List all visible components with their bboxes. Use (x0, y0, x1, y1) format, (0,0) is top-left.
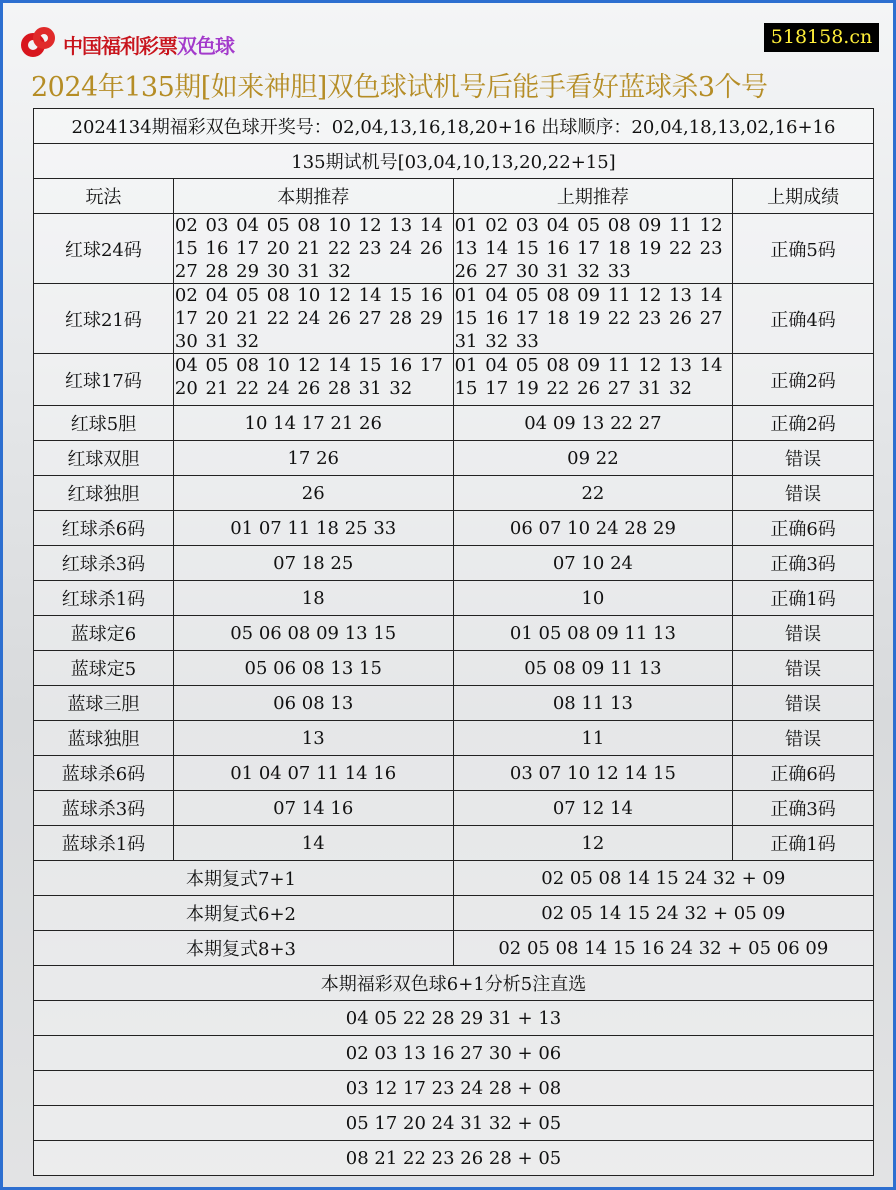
play-type: 红球双胆 (34, 441, 174, 476)
previous-result: 正确4码 (733, 284, 874, 354)
multi-value: 02 05 08 14 15 24 32 + 09 (453, 861, 873, 896)
multi-label: 本期复式6+2 (34, 896, 454, 931)
play-type: 红球杀1码 (34, 581, 174, 616)
header-cell: 玩法 (34, 179, 174, 214)
table-row (34, 791, 874, 826)
table-row (34, 476, 874, 511)
previous-result: 正确6码 (733, 511, 874, 546)
table-row (34, 651, 874, 686)
previous-pick: 01 04 05 08 09 11 12 13 14 15 16 17 18 19 22 23 26 27 31 32 33 (453, 284, 733, 354)
pick-row (34, 1141, 874, 1176)
play-type: 蓝球定6 (34, 616, 174, 651)
previous-pick: 10 (453, 581, 733, 616)
play-type: 红球5胆 (34, 406, 174, 441)
current-pick: 26 (173, 476, 453, 511)
current-pick: 07 14 16 (173, 791, 453, 826)
table-row (34, 721, 874, 756)
previous-result: 正确2码 (733, 406, 874, 441)
previous-pick: 01 05 08 09 11 13 (453, 616, 733, 651)
table-row (34, 441, 874, 476)
previous-pick: 01 04 05 08 09 11 12 13 14 15 17 19 22 26 27 31 32 (453, 354, 733, 406)
multi-value: 02 05 08 14 15 16 24 32 + 05 06 09 (453, 931, 873, 966)
current-pick: 04 05 08 10 12 14 15 16 17 20 21 22 24 26 28 31 32 (173, 354, 453, 406)
pick-row (34, 1036, 874, 1071)
previous-result: 正确3码 (733, 791, 874, 826)
current-pick: 05 06 08 13 15 (173, 651, 453, 686)
previous-result: 正确2码 (733, 354, 874, 406)
current-pick: 10 14 17 21 26 (173, 406, 453, 441)
play-type: 红球24码 (34, 214, 174, 284)
multi-value: 02 05 14 15 24 32 + 05 09 (453, 896, 873, 931)
pick-value: 05 17 20 24 31 32 + 05 (34, 1106, 874, 1141)
pick-value: 03 12 17 23 24 28 + 08 (34, 1071, 874, 1106)
current-pick: 01 04 07 11 14 16 (173, 756, 453, 791)
table-row (34, 406, 874, 441)
previous-pick: 08 11 13 (453, 686, 733, 721)
play-type: 红球21码 (34, 284, 174, 354)
current-pick: 02 03 04 05 08 10 12 13 14 15 16 17 20 21 22 23 24 26 27 28 29 30 31 32 (173, 214, 453, 284)
previous-result: 正确6码 (733, 756, 874, 791)
play-type: 蓝球独胆 (34, 721, 174, 756)
current-pick: 13 (173, 721, 453, 756)
previous-result: 错误 (733, 651, 874, 686)
prediction-table (33, 108, 874, 1176)
play-type: 红球杀3码 (34, 546, 174, 581)
previous-result: 错误 (733, 441, 874, 476)
previous-pick: 03 07 10 12 14 15 (453, 756, 733, 791)
previous-result: 正确1码 (733, 826, 874, 861)
previous-result: 错误 (733, 616, 874, 651)
table-row (34, 686, 874, 721)
table-row (34, 616, 874, 651)
play-type: 红球独胆 (34, 476, 174, 511)
multi-label: 本期复式8+3 (34, 931, 454, 966)
play-type: 蓝球杀1码 (34, 826, 174, 861)
table-row (34, 546, 874, 581)
previous-pick: 06 07 10 24 28 29 (453, 511, 733, 546)
header-cell: 本期推荐 (173, 179, 453, 214)
previous-pick: 22 (453, 476, 733, 511)
table-row (34, 581, 874, 616)
play-type: 红球杀6码 (34, 511, 174, 546)
previous-result: 错误 (733, 686, 874, 721)
lottery-logo (21, 25, 234, 63)
play-type: 蓝球三胆 (34, 686, 174, 721)
current-pick: 14 (173, 826, 453, 861)
previous-result: 错误 (733, 476, 874, 511)
table-row (34, 511, 874, 546)
logo-brand: 双色球 (177, 33, 234, 58)
previous-result: 正确3码 (733, 546, 874, 581)
previous-result: 正确5码 (733, 214, 874, 284)
pick-value: 04 05 22 28 29 31 + 13 (34, 1001, 874, 1036)
previous-pick: 07 12 14 (453, 791, 733, 826)
site-badge: 518158.cn (764, 23, 879, 52)
header-cell: 上期成绩 (733, 179, 874, 214)
previous-pick: 11 (453, 721, 733, 756)
previous-pick: 05 08 09 11 13 (453, 651, 733, 686)
current-pick: 06 08 13 (173, 686, 453, 721)
draw-info: 2024134期福彩双色球开奖号：02,04,13,16,18,20+16 出球顺序：20,04,18,13,02,16+16 (34, 109, 874, 144)
pick-value: 02 03 13 16 27 30 + 06 (34, 1036, 874, 1071)
table-row (34, 756, 874, 791)
current-pick: 02 04 05 08 10 12 14 15 16 17 20 21 22 24 26 27 28 29 30 31 32 (173, 284, 453, 354)
pick-row (34, 1001, 874, 1036)
play-type: 蓝球杀3码 (34, 791, 174, 826)
play-type: 红球17码 (34, 354, 174, 406)
current-pick: 17 26 (173, 441, 453, 476)
current-pick: 07 18 25 (173, 546, 453, 581)
pick-value: 08 21 22 23 26 28 + 05 (34, 1141, 874, 1176)
logo-icon (21, 25, 57, 63)
pick-row (34, 1106, 874, 1141)
current-pick: 01 07 11 18 25 33 (173, 511, 453, 546)
play-type: 蓝球定5 (34, 651, 174, 686)
multi-row (34, 861, 874, 896)
header-cell: 上期推荐 (453, 179, 733, 214)
table-row (34, 354, 874, 406)
table-row (34, 284, 874, 354)
previous-pick: 12 (453, 826, 733, 861)
test-numbers: 135期试机号[03,04,10,13,20,22+15] (34, 144, 874, 179)
multi-label: 本期复式7+1 (34, 861, 454, 896)
previous-pick: 09 22 (453, 441, 733, 476)
previous-pick: 04 09 13 22 27 (453, 406, 733, 441)
pick-row (34, 1071, 874, 1106)
previous-pick: 01 02 03 04 05 08 09 11 12 13 14 15 16 17 18 19 22 23 26 27 30 31 32 33 (453, 214, 733, 284)
previous-result: 正确1码 (733, 581, 874, 616)
play-type: 蓝球杀6码 (34, 756, 174, 791)
multi-row (34, 931, 874, 966)
current-pick: 05 06 08 09 13 15 (173, 616, 453, 651)
previous-pick: 07 10 24 (453, 546, 733, 581)
previous-result: 错误 (733, 721, 874, 756)
table-row (34, 826, 874, 861)
picks-title: 本期福彩双色球6+1分析5注直选 (34, 966, 874, 1001)
table-row (34, 214, 874, 284)
multi-row (34, 896, 874, 931)
logo-text: 中国福利彩票 (63, 33, 177, 58)
current-pick: 18 (173, 581, 453, 616)
page-title: 2024年135期[如来神胆]双色球试机号后能手看好蓝球杀3个号 (31, 72, 768, 103)
